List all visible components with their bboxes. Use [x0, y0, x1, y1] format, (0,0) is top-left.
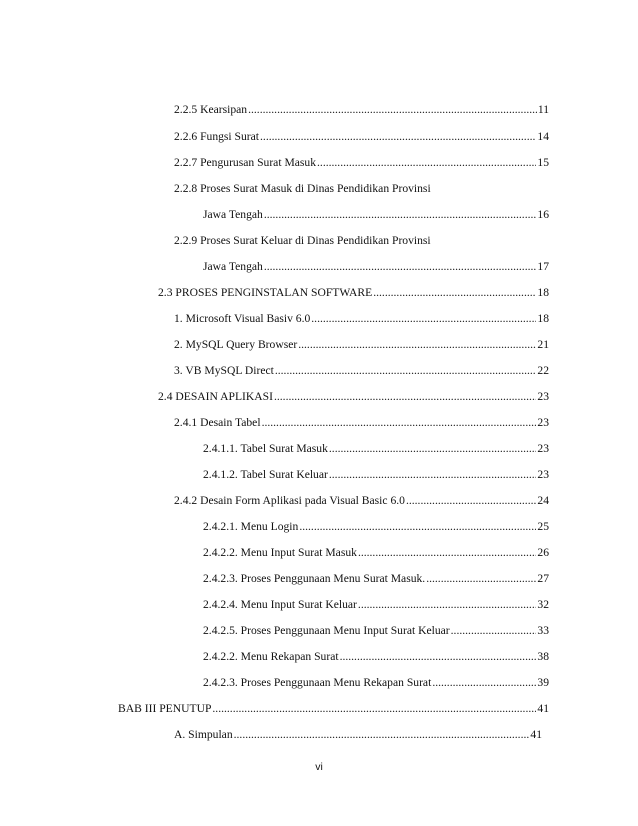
toc-entry-title: 2.4.2.3. Proses Penggunaan Menu Rekapan Surat — [203, 676, 432, 689]
toc-entry — [203, 571, 549, 587]
toc-entry — [174, 415, 549, 431]
toc-entry-page: 24 — [537, 494, 549, 507]
toc-entry-title: 2.2.8 Proses Surat Masuk di Dinas Pendidikan Provinsi — [174, 182, 431, 195]
toc-entry — [174, 311, 549, 327]
dot-leader — [264, 207, 537, 223]
dot-leader — [260, 129, 536, 145]
dot-leader — [248, 102, 537, 118]
toc-entry-title: 2.4 DESAIN APLIKASI — [158, 390, 273, 403]
dot-leader — [340, 649, 537, 665]
toc-entry-title: 2.4.2.2. Menu Input Surat Masuk — [203, 546, 357, 559]
toc-entry-title: 2.2.5 Kearsipan — [174, 103, 248, 116]
toc-entry-page: 26 — [537, 546, 549, 559]
toc-entry — [174, 363, 549, 379]
toc-entry-title: 2.4.2.4. Menu Input Surat Keluar — [203, 598, 357, 611]
toc-entry — [203, 675, 549, 691]
toc-entry-title: 2.4.1.2. Tabel Surat Keluar — [203, 468, 328, 481]
toc-entry-page: 23 — [537, 468, 549, 481]
toc-entry-title: 2.4.1 Desain Tabel — [174, 416, 261, 429]
dot-leader — [299, 519, 536, 535]
dot-leader — [373, 285, 536, 301]
toc-entry-title: 2.4.2.5. Proses Penggunaan Menu Input Surat Keluar — [203, 624, 450, 637]
dot-leader — [406, 493, 536, 509]
dot-leader — [234, 727, 530, 743]
toc-entry-page: 18 — [537, 286, 549, 299]
toc-entry-page: 23 — [537, 416, 549, 429]
dot-leader — [426, 571, 536, 587]
toc-entry — [174, 129, 549, 145]
dot-leader — [264, 259, 537, 275]
toc-entry — [158, 285, 549, 301]
toc-entry-heading — [174, 181, 431, 197]
toc-entry — [203, 623, 549, 639]
dot-leader — [451, 623, 537, 639]
toc-entry-page: 11 — [537, 103, 549, 116]
toc-entry — [174, 727, 542, 743]
toc-entry — [174, 493, 549, 509]
toc-entry-page: 18 — [537, 312, 549, 325]
dot-leader — [298, 337, 536, 353]
dot-leader — [311, 311, 536, 327]
toc-entry-page: 17 — [537, 260, 549, 273]
dot-leader — [317, 155, 536, 171]
toc-entry-title: 2.2.6 Fungsi Surat — [174, 130, 260, 143]
toc-entry — [174, 155, 549, 171]
toc-entry-title: 2.2.9 Proses Surat Keluar di Dinas Pendidikan Provinsi — [174, 234, 431, 247]
toc-entry — [203, 545, 549, 561]
dot-leader — [329, 467, 537, 483]
toc-entry — [203, 207, 549, 223]
toc-entry — [174, 337, 549, 353]
toc-entry-title: 2.4.1.1. Tabel Surat Masuk — [203, 442, 328, 455]
toc-entry — [203, 597, 549, 613]
toc-entry-page: 39 — [537, 676, 549, 689]
toc-entry-title: 2.3 PROSES PENGINSTALAN SOFTWARE — [158, 286, 373, 299]
dot-leader — [432, 675, 536, 691]
toc-entry-page: 41 — [537, 702, 549, 715]
toc-entry-title: Jawa Tengah — [203, 260, 263, 273]
dot-leader — [262, 415, 537, 431]
toc-entry-page: 32 — [537, 598, 549, 611]
toc-entry — [158, 389, 549, 405]
toc-entry-heading — [174, 233, 431, 249]
toc-entry-page: 23 — [537, 442, 549, 455]
toc-entry-title: 2.4.2.3. Proses Penggunaan Menu Surat Masuk. — [203, 572, 426, 585]
toc-entry-page: 22 — [537, 364, 549, 377]
toc-entry-page: 27 — [537, 572, 549, 585]
toc-entry — [203, 259, 549, 275]
dot-leader — [275, 363, 537, 379]
toc-entry-page: 14 — [537, 130, 549, 143]
toc-entry-page: 16 — [537, 208, 549, 221]
toc-entry-title: 2.4.2.2. Menu Rekapan Surat — [203, 650, 339, 663]
toc-entry-page: 41 — [530, 728, 542, 741]
toc-entry-page: 21 — [537, 338, 549, 351]
toc-entry — [203, 519, 549, 535]
toc-entry-title: Jawa Tengah — [203, 208, 263, 221]
toc-entry-title: 2.4.2.1. Menu Login — [203, 520, 299, 533]
toc-entry-page: 23 — [537, 390, 549, 403]
dot-leader — [329, 441, 537, 457]
dot-leader — [274, 389, 536, 405]
toc-entry — [174, 102, 549, 118]
toc-entry-title: 2.4.2 Desain Form Aplikasi pada Visual Basic 6.0 — [174, 494, 405, 507]
toc-entry-title: 1. Microsoft Visual Basiv 6.0 — [174, 312, 311, 325]
toc-entry — [203, 649, 549, 665]
toc-entry-page: 33 — [537, 624, 549, 637]
toc-entry-page: 25 — [537, 520, 549, 533]
toc-entry-title: 2.2.7 Pengurusan Surat Masuk — [174, 156, 317, 169]
toc-entry-page: 15 — [537, 156, 549, 169]
dot-leader — [358, 545, 536, 561]
toc-entry — [203, 441, 549, 457]
toc-entry-title: 3. VB MySQL Direct — [174, 364, 274, 377]
toc-entry-page: 38 — [537, 650, 549, 663]
toc-entry — [203, 467, 549, 483]
dot-leader — [212, 701, 536, 717]
page-number: vi — [315, 761, 323, 773]
toc-entry — [118, 701, 549, 717]
toc-entry-title: 2. MySQL Query Browser — [174, 338, 298, 351]
toc-entry-title: BAB III PENUTUP — [118, 702, 212, 715]
toc-entry-title: A. Simpulan — [174, 728, 233, 741]
dot-leader — [358, 597, 536, 613]
